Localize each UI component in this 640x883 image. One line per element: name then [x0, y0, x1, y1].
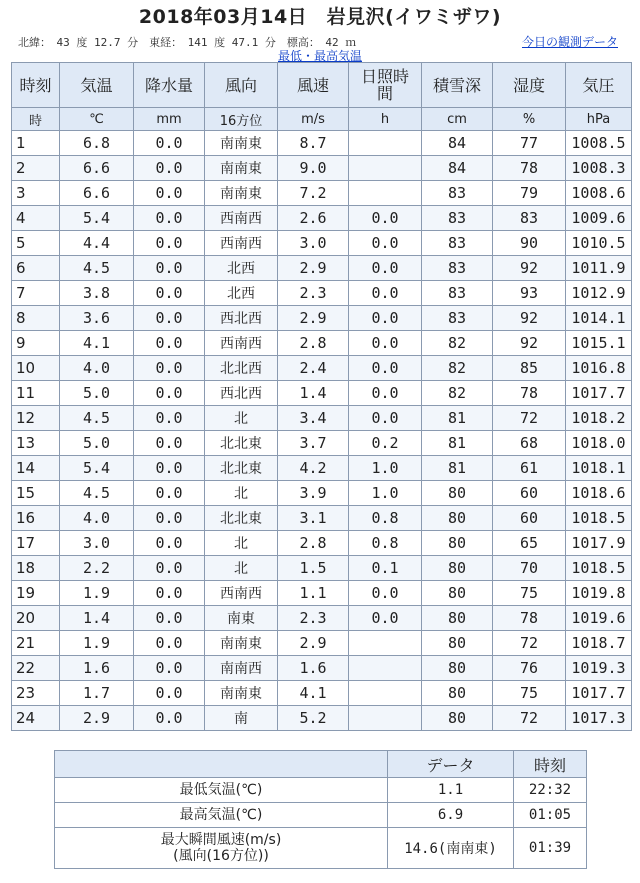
- table-row: [12, 306, 632, 331]
- cell-temperature: 5.4: [60, 456, 134, 481]
- cell-humidity: 92: [493, 331, 566, 356]
- cell-humidity: 76: [493, 656, 566, 681]
- cell-wind-speed: 2.3: [278, 606, 349, 631]
- table-row: [12, 481, 632, 506]
- cell-temperature: 3.6: [60, 306, 134, 331]
- cell-hour: 1: [12, 131, 60, 156]
- cell-wind-direction: 西南西: [205, 331, 278, 356]
- table-row: [12, 156, 632, 181]
- column-unit-hour: 時: [12, 108, 60, 131]
- summary-time: 01:39: [514, 828, 587, 869]
- cell-wind-speed: 2.6: [278, 206, 349, 231]
- header-unit-row: [12, 108, 632, 131]
- column-header-humidity: 湿度: [493, 63, 566, 108]
- cell-humidity: 78: [493, 606, 566, 631]
- cell-sunshine: [349, 706, 422, 731]
- column-unit-precipitation: mm: [134, 108, 205, 131]
- cell-humidity: 72: [493, 706, 566, 731]
- cell-hour: 4: [12, 206, 60, 231]
- cell-wind-direction: 北北東: [205, 506, 278, 531]
- cell-hour: 3: [12, 181, 60, 206]
- cell-wind-direction: 北: [205, 481, 278, 506]
- cell-sunshine: 0.0: [349, 231, 422, 256]
- column-unit-pressure: hPa: [566, 108, 632, 131]
- table-row: [12, 556, 632, 581]
- cell-sunshine: 0.0: [349, 406, 422, 431]
- cell-humidity: 79: [493, 181, 566, 206]
- cell-wind-speed: 1.5: [278, 556, 349, 581]
- table-row: [12, 331, 632, 356]
- cell-wind-speed: 7.2: [278, 181, 349, 206]
- cell-temperature: 2.9: [60, 706, 134, 731]
- cell-precipitation: 0.0: [134, 531, 205, 556]
- cell-temperature: 4.5: [60, 481, 134, 506]
- summary-rows: [55, 778, 587, 869]
- cell-snow-depth: 83: [422, 231, 493, 256]
- table-row: [12, 206, 632, 231]
- cell-pressure: 1014.1: [566, 306, 632, 331]
- cell-pressure: 1015.1: [566, 331, 632, 356]
- cell-temperature: 4.1: [60, 331, 134, 356]
- cell-precipitation: 0.0: [134, 656, 205, 681]
- cell-pressure: 1019.6: [566, 606, 632, 631]
- cell-sunshine: 0.8: [349, 531, 422, 556]
- table-row: [12, 231, 632, 256]
- today-observation-link[interactable]: 今日の観測データ: [521, 35, 618, 49]
- cell-snow-depth: 83: [422, 181, 493, 206]
- cell-temperature: 4.5: [60, 406, 134, 431]
- cell-wind-speed: 2.9: [278, 306, 349, 331]
- cell-snow-depth: 83: [422, 281, 493, 306]
- cell-wind-speed: 3.1: [278, 506, 349, 531]
- min-max-temperature-link[interactable]: 最低・最高気温: [277, 49, 362, 63]
- cell-wind-direction: 西北西: [205, 381, 278, 406]
- cell-sunshine: 0.0: [349, 581, 422, 606]
- cell-pressure: 1017.3: [566, 706, 632, 731]
- cell-humidity: 68: [493, 431, 566, 456]
- cell-wind-speed: 1.6: [278, 656, 349, 681]
- cell-sunshine: 0.0: [349, 381, 422, 406]
- cell-humidity: 90: [493, 231, 566, 256]
- cell-sunshine: [349, 631, 422, 656]
- cell-wind-direction: 北: [205, 531, 278, 556]
- cell-humidity: 61: [493, 456, 566, 481]
- column-header-wind-speed: 風速: [278, 63, 349, 108]
- hourly-observation-table: [11, 62, 632, 731]
- column-header-hour: 時刻: [12, 63, 60, 108]
- cell-humidity: 83: [493, 206, 566, 231]
- cell-pressure: 1018.5: [566, 506, 632, 531]
- cell-humidity: 85: [493, 356, 566, 381]
- cell-temperature: 1.9: [60, 631, 134, 656]
- cell-hour: 9: [12, 331, 60, 356]
- cell-humidity: 92: [493, 256, 566, 281]
- cell-precipitation: 0.0: [134, 206, 205, 231]
- cell-sunshine: 0.1: [349, 556, 422, 581]
- cell-precipitation: 0.0: [134, 131, 205, 156]
- cell-wind-speed: 2.9: [278, 256, 349, 281]
- cell-snow-depth: 83: [422, 256, 493, 281]
- column-header-precipitation: 降水量: [134, 63, 205, 108]
- summary-header-row: [55, 751, 587, 778]
- cell-sunshine: 1.0: [349, 456, 422, 481]
- cell-hour: 22: [12, 656, 60, 681]
- cell-precipitation: 0.0: [134, 256, 205, 281]
- cell-pressure: 1018.2: [566, 406, 632, 431]
- column-header-sunshine: 日照時間: [349, 63, 422, 108]
- cell-wind-direction: 南南東: [205, 631, 278, 656]
- cell-hour: 17: [12, 531, 60, 556]
- cell-pressure: 1016.8: [566, 356, 632, 381]
- cell-humidity: 75: [493, 681, 566, 706]
- cell-hour: 14: [12, 456, 60, 481]
- cell-sunshine: 0.2: [349, 431, 422, 456]
- cell-snow-depth: 80: [422, 681, 493, 706]
- cell-wind-direction: 西南西: [205, 231, 278, 256]
- cell-wind-speed: 2.8: [278, 331, 349, 356]
- cell-wind-direction: 北: [205, 556, 278, 581]
- cell-sunshine: 0.0: [349, 306, 422, 331]
- cell-temperature: 3.8: [60, 281, 134, 306]
- table-row: [12, 406, 632, 431]
- cell-sunshine: 0.8: [349, 506, 422, 531]
- cell-wind-direction: 西北西: [205, 306, 278, 331]
- cell-hour: 6: [12, 256, 60, 281]
- cell-wind-speed: 4.2: [278, 456, 349, 481]
- cell-snow-depth: 80: [422, 531, 493, 556]
- cell-pressure: 1012.9: [566, 281, 632, 306]
- cell-humidity: 70: [493, 556, 566, 581]
- cell-sunshine: 1.0: [349, 481, 422, 506]
- column-unit-wind-direction: 16方位: [205, 108, 278, 131]
- cell-temperature: 5.4: [60, 206, 134, 231]
- cell-precipitation: 0.0: [134, 431, 205, 456]
- page-title: 2018年03月14日 岩見沢(イワミザワ): [138, 6, 502, 28]
- table-row: [12, 281, 632, 306]
- cell-pressure: 1009.6: [566, 206, 632, 231]
- summary-data: 1.1: [388, 778, 514, 803]
- cell-wind-speed: 3.4: [278, 406, 349, 431]
- cell-pressure: 1018.6: [566, 481, 632, 506]
- cell-snow-depth: 84: [422, 156, 493, 181]
- cell-snow-depth: 82: [422, 381, 493, 406]
- cell-wind-speed: 1.4: [278, 381, 349, 406]
- cell-wind-direction: 西南西: [205, 581, 278, 606]
- cell-hour: 11: [12, 381, 60, 406]
- cell-wind-direction: 北西: [205, 281, 278, 306]
- column-unit-temperature: ℃: [60, 108, 134, 131]
- cell-temperature: 6.6: [60, 181, 134, 206]
- cell-humidity: 72: [493, 406, 566, 431]
- cell-precipitation: 0.0: [134, 281, 205, 306]
- cell-wind-speed: 5.2: [278, 706, 349, 731]
- cell-pressure: 1011.9: [566, 256, 632, 281]
- summary-time: 22:32: [514, 778, 587, 803]
- table-row: [12, 631, 632, 656]
- cell-snow-depth: 81: [422, 456, 493, 481]
- cell-precipitation: 0.0: [134, 606, 205, 631]
- cell-hour: 16: [12, 506, 60, 531]
- cell-wind-direction: 西南西: [205, 206, 278, 231]
- cell-humidity: 60: [493, 481, 566, 506]
- summary-data: 14.6(南南東): [388, 828, 514, 869]
- cell-wind-direction: 南南東: [205, 156, 278, 181]
- cell-temperature: 4.5: [60, 256, 134, 281]
- cell-temperature: 1.6: [60, 656, 134, 681]
- cell-precipitation: 0.0: [134, 631, 205, 656]
- cell-precipitation: 0.0: [134, 456, 205, 481]
- cell-precipitation: 0.0: [134, 156, 205, 181]
- summary-label: 最低気温(℃): [55, 778, 388, 803]
- cell-precipitation: 0.0: [134, 706, 205, 731]
- cell-precipitation: 0.0: [134, 181, 205, 206]
- column-header-wind-direction: 風向: [205, 63, 278, 108]
- cell-wind-speed: 2.9: [278, 631, 349, 656]
- daily-summary-table: [54, 750, 587, 869]
- cell-pressure: 1019.8: [566, 581, 632, 606]
- table-row: [12, 181, 632, 206]
- hourly-rows: [12, 131, 632, 731]
- cell-precipitation: 0.0: [134, 356, 205, 381]
- cell-temperature: 6.8: [60, 131, 134, 156]
- cell-temperature: 1.4: [60, 606, 134, 631]
- cell-pressure: 1010.5: [566, 231, 632, 256]
- cell-hour: 8: [12, 306, 60, 331]
- table-row: [12, 531, 632, 556]
- cell-snow-depth: 84: [422, 131, 493, 156]
- cell-hour: 10: [12, 356, 60, 381]
- summary-row: [55, 803, 587, 828]
- cell-wind-speed: 4.1: [278, 681, 349, 706]
- cell-pressure: 1018.7: [566, 631, 632, 656]
- cell-wind-speed: 3.9: [278, 481, 349, 506]
- column-unit-humidity: %: [493, 108, 566, 131]
- cell-sunshine: 0.0: [349, 206, 422, 231]
- cell-hour: 24: [12, 706, 60, 731]
- cell-wind-direction: 南南東: [205, 181, 278, 206]
- cell-snow-depth: 82: [422, 356, 493, 381]
- cell-hour: 18: [12, 556, 60, 581]
- cell-snow-depth: 80: [422, 556, 493, 581]
- cell-wind-direction: 北: [205, 406, 278, 431]
- cell-precipitation: 0.0: [134, 556, 205, 581]
- cell-temperature: 5.0: [60, 431, 134, 456]
- cell-hour: 21: [12, 631, 60, 656]
- column-unit-wind-speed: m/s: [278, 108, 349, 131]
- cell-wind-direction: 南: [205, 706, 278, 731]
- summary-label: 最大瞬間風速(m/s) (風向(16方位)): [55, 828, 388, 869]
- summary-header-time: 時刻: [514, 751, 587, 778]
- cell-snow-depth: 81: [422, 406, 493, 431]
- cell-pressure: 1017.7: [566, 681, 632, 706]
- cell-pressure: 1018.5: [566, 556, 632, 581]
- cell-humidity: 75: [493, 581, 566, 606]
- cell-pressure: 1019.3: [566, 656, 632, 681]
- table-row: [12, 506, 632, 531]
- cell-hour: 23: [12, 681, 60, 706]
- cell-hour: 12: [12, 406, 60, 431]
- table-row: [12, 131, 632, 156]
- cell-pressure: 1017.9: [566, 531, 632, 556]
- cell-sunshine: [349, 131, 422, 156]
- table-row: [12, 456, 632, 481]
- cell-precipitation: 0.0: [134, 681, 205, 706]
- table-row: [12, 681, 632, 706]
- cell-wind-direction: 北北東: [205, 431, 278, 456]
- cell-hour: 15: [12, 481, 60, 506]
- cell-wind-direction: 南南西: [205, 656, 278, 681]
- cell-snow-depth: 80: [422, 631, 493, 656]
- cell-hour: 13: [12, 431, 60, 456]
- cell-humidity: 60: [493, 506, 566, 531]
- cell-temperature: 2.2: [60, 556, 134, 581]
- cell-temperature: 5.0: [60, 381, 134, 406]
- cell-wind-speed: 8.7: [278, 131, 349, 156]
- cell-snow-depth: 80: [422, 481, 493, 506]
- summary-header-data: データ: [388, 751, 514, 778]
- summary-label: 最高気温(℃): [55, 803, 388, 828]
- cell-snow-depth: 80: [422, 581, 493, 606]
- cell-sunshine: 0.0: [349, 356, 422, 381]
- cell-wind-speed: 2.8: [278, 531, 349, 556]
- cell-snow-depth: 81: [422, 431, 493, 456]
- cell-pressure: 1018.1: [566, 456, 632, 481]
- cell-precipitation: 0.0: [134, 331, 205, 356]
- cell-humidity: 78: [493, 381, 566, 406]
- cell-humidity: 78: [493, 156, 566, 181]
- cell-sunshine: [349, 181, 422, 206]
- summary-row: [55, 828, 587, 869]
- cell-temperature: 4.4: [60, 231, 134, 256]
- cell-wind-speed: 2.4: [278, 356, 349, 381]
- cell-sunshine: 0.0: [349, 331, 422, 356]
- cell-wind-speed: 2.3: [278, 281, 349, 306]
- cell-hour: 5: [12, 231, 60, 256]
- cell-wind-direction: 南南東: [205, 131, 278, 156]
- cell-wind-direction: 北北西: [205, 356, 278, 381]
- table-row: [12, 381, 632, 406]
- cell-wind-direction: 北西: [205, 256, 278, 281]
- summary-time: 01:05: [514, 803, 587, 828]
- cell-snow-depth: 80: [422, 656, 493, 681]
- cell-pressure: 1017.7: [566, 381, 632, 406]
- summary-data: 6.9: [388, 803, 514, 828]
- cell-precipitation: 0.0: [134, 231, 205, 256]
- cell-temperature: 4.0: [60, 356, 134, 381]
- cell-wind-speed: 1.1: [278, 581, 349, 606]
- table-row: [12, 356, 632, 381]
- cell-wind-direction: 南南東: [205, 681, 278, 706]
- cell-humidity: 93: [493, 281, 566, 306]
- cell-sunshine: 0.0: [349, 256, 422, 281]
- summary-row: [55, 778, 587, 803]
- cell-snow-depth: 83: [422, 206, 493, 231]
- cell-snow-depth: 80: [422, 606, 493, 631]
- cell-temperature: 3.0: [60, 531, 134, 556]
- cell-precipitation: 0.0: [134, 581, 205, 606]
- location-coordinates: 北緯： 43 度 12.7 分 東経： 141 度 47.1 分 標高： 42 ｍ: [18, 36, 357, 49]
- cell-hour: 19: [12, 581, 60, 606]
- cell-sunshine: 0.0: [349, 606, 422, 631]
- column-header-snow-depth: 積雪深: [422, 63, 493, 108]
- cell-wind-direction: 北北東: [205, 456, 278, 481]
- table-row: [12, 656, 632, 681]
- column-header-temperature: 気温: [60, 63, 134, 108]
- cell-snow-depth: 80: [422, 506, 493, 531]
- cell-pressure: 1008.5: [566, 131, 632, 156]
- cell-sunshine: 0.0: [349, 281, 422, 306]
- cell-wind-speed: 3.0: [278, 231, 349, 256]
- cell-snow-depth: 80: [422, 706, 493, 731]
- table-row: [12, 581, 632, 606]
- cell-temperature: 1.9: [60, 581, 134, 606]
- table-row: [12, 431, 632, 456]
- column-header-pressure: 気圧: [566, 63, 632, 108]
- cell-humidity: 77: [493, 131, 566, 156]
- cell-wind-direction: 南東: [205, 606, 278, 631]
- cell-wind-speed: 3.7: [278, 431, 349, 456]
- column-unit-snow-depth: cm: [422, 108, 493, 131]
- cell-temperature: 4.0: [60, 506, 134, 531]
- cell-precipitation: 0.0: [134, 506, 205, 531]
- cell-wind-speed: 9.0: [278, 156, 349, 181]
- summary-header-label: [55, 751, 388, 778]
- cell-hour: 7: [12, 281, 60, 306]
- cell-precipitation: 0.0: [134, 481, 205, 506]
- cell-precipitation: 0.0: [134, 381, 205, 406]
- table-row: [12, 706, 632, 731]
- cell-temperature: 6.6: [60, 156, 134, 181]
- cell-sunshine: [349, 656, 422, 681]
- cell-sunshine: [349, 681, 422, 706]
- cell-humidity: 65: [493, 531, 566, 556]
- cell-pressure: 1008.3: [566, 156, 632, 181]
- cell-snow-depth: 83: [422, 306, 493, 331]
- table-row: [12, 606, 632, 631]
- cell-sunshine: [349, 156, 422, 181]
- cell-precipitation: 0.0: [134, 306, 205, 331]
- table-row: [12, 256, 632, 281]
- header-label-row: [12, 63, 632, 108]
- cell-humidity: 72: [493, 631, 566, 656]
- cell-humidity: 92: [493, 306, 566, 331]
- column-unit-sunshine: h: [349, 108, 422, 131]
- cell-pressure: 1018.0: [566, 431, 632, 456]
- cell-hour: 20: [12, 606, 60, 631]
- cell-pressure: 1008.6: [566, 181, 632, 206]
- cell-precipitation: 0.0: [134, 406, 205, 431]
- cell-snow-depth: 82: [422, 331, 493, 356]
- cell-hour: 2: [12, 156, 60, 181]
- cell-temperature: 1.7: [60, 681, 134, 706]
